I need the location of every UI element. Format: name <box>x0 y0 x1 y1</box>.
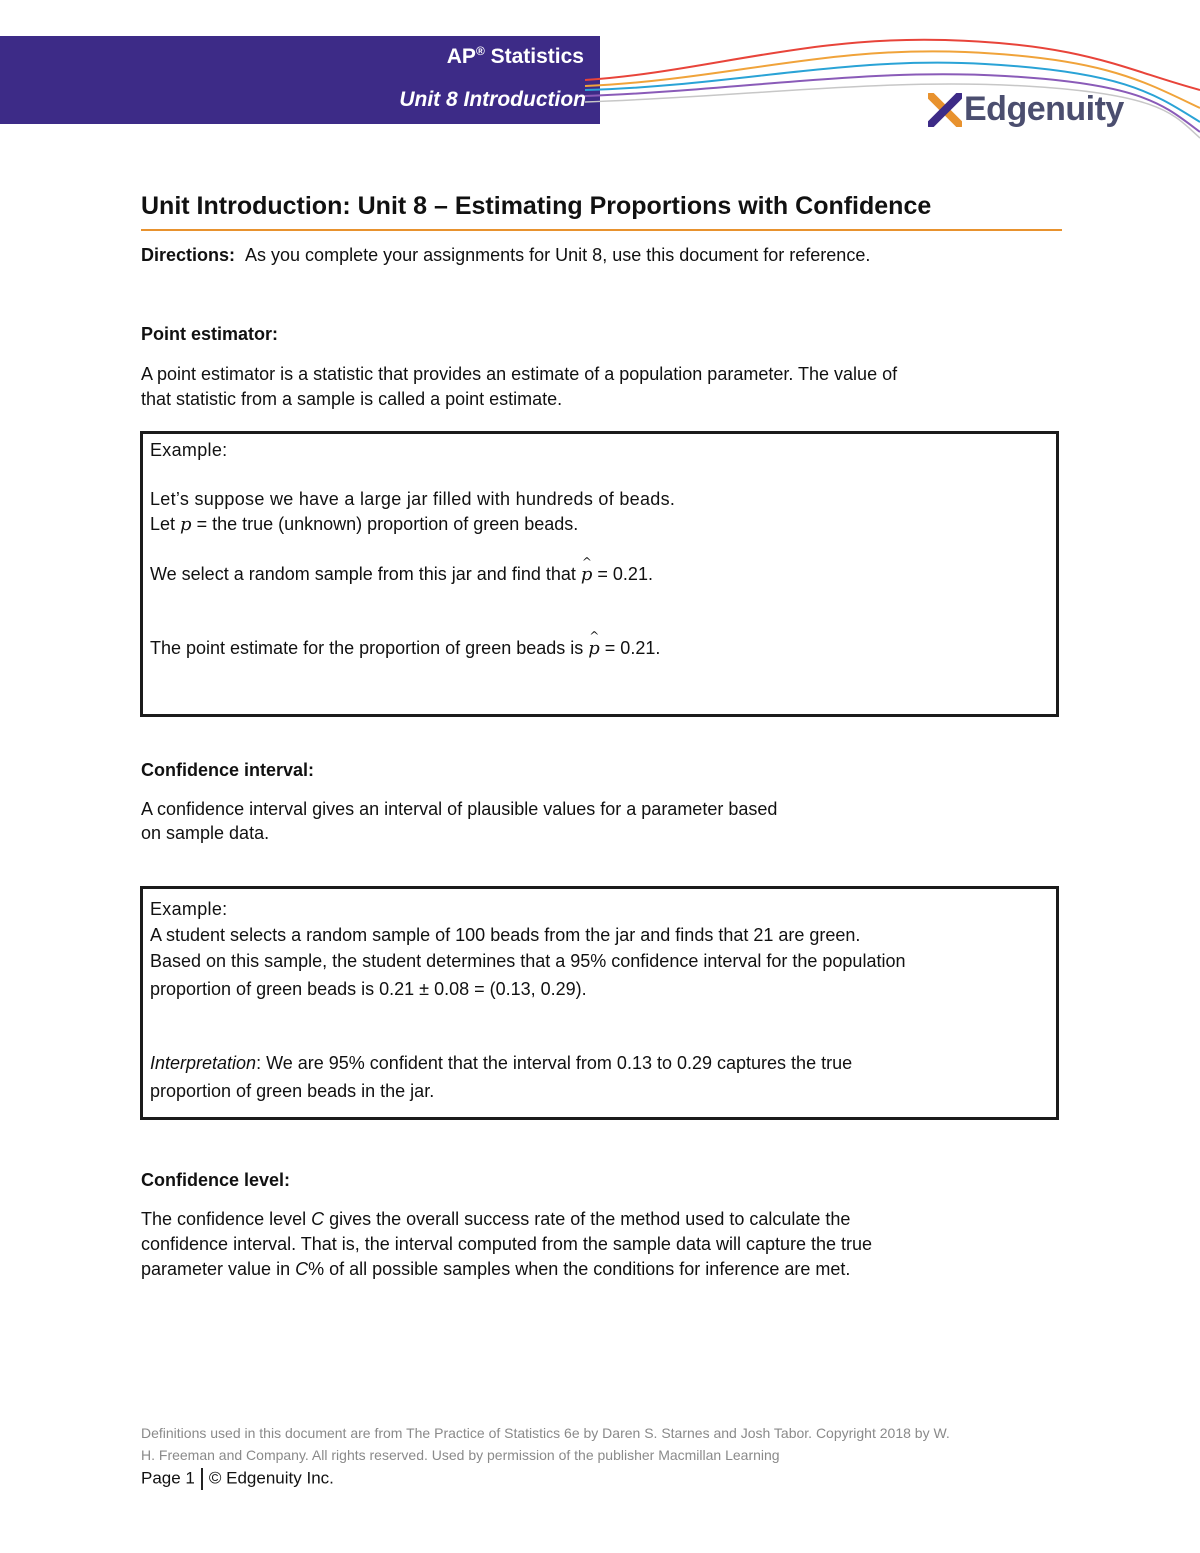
page-number: Page 1 <box>141 1468 195 1488</box>
point-estimator-heading: Point estimator: <box>141 324 279 344</box>
example-line: The point estimate for the proportion of green beads is ^ p = 0.21. <box>150 638 660 659</box>
confidence-interval-example-box <box>140 886 1059 1120</box>
brand-name: Edgenuity <box>964 90 1124 128</box>
confidence-level-line2: confidence interval. That is, the interval computed from the sample data will capture the true <box>141 1234 873 1254</box>
directions <box>141 245 870 266</box>
edgenuity-logo <box>928 90 1124 129</box>
unit-label: Unit 8 Introduction <box>399 88 586 111</box>
point-estimator-line1: A point estimator is a statistic that provides an estimate of a population parameter. The value of <box>141 364 898 384</box>
confidence-level-line3: parameter value in C% of all possible samples when the conditions for inference are met. <box>141 1259 851 1279</box>
example-line: We select a random sample from this jar and find that ^ p = 0.21. <box>150 564 653 585</box>
example-line: Based on this sample, the student determines that a 95% confidence interval for the population <box>150 951 906 971</box>
header-band <box>0 36 600 124</box>
example-line: A student selects a random sample of 100 beads from the jar and finds that 21 are green. <box>150 925 861 945</box>
confidence-level-line1: The confidence level C gives the overall success rate of the method used to calculate the <box>141 1209 851 1229</box>
title-rule <box>141 229 1062 231</box>
footer-separator <box>201 1468 203 1490</box>
example-label: Example: <box>150 899 228 919</box>
example-line: proportion of green beads is 0.21 ± 0.08 = (0.13, 0.29). <box>150 979 587 999</box>
footer-page <box>141 1468 334 1490</box>
confidence-interval-heading: Confidence interval: <box>141 760 315 780</box>
example-label: Example: <box>150 440 228 460</box>
example-line: Let’s suppose we have a large jar filled with hundreds of beads. <box>150 489 676 509</box>
confidence-interval-line2: on sample data. <box>141 823 270 843</box>
confidence-interval-line1: A confidence interval gives an interval of plausible values for a parameter based <box>141 799 778 819</box>
directions-label: Directions: <box>141 245 236 265</box>
directions-text: As you complete your assignments for Unit 8, use this document for reference. <box>245 245 871 265</box>
point-estimate-example-box <box>140 431 1059 717</box>
example-line: Let p = the true (unknown) proportion of green beads. <box>150 514 579 535</box>
point-estimator-line2: that statistic from a sample is called a point estimate. <box>141 389 563 409</box>
interpretation-line: Interpretation: We are 95% confident that the interval from 0.13 to 0.29 captures the true <box>150 1053 853 1073</box>
interpretation-line: proportion of green beads in the jar. <box>150 1081 435 1101</box>
confidence-level-heading: Confidence level: <box>141 1170 291 1190</box>
footer-copyright: © Edgenuity Inc. <box>208 1468 334 1488</box>
page-title: Unit Introduction: Unit 8 – Estimating Proportions with Confidence <box>141 192 932 220</box>
edgenuity-x-icon <box>928 93 962 127</box>
footer-attribution: Definitions used in this document are from The Practice of Statistics 6e by Daren S. Starnes and Josh Tabor. Copyright 2018 by W. H. Freeman and Company. All rights reserved. Used by permission of the publisher Macmillan Learning <box>141 1425 950 1463</box>
course-title: AP® Statistics <box>446 44 584 68</box>
